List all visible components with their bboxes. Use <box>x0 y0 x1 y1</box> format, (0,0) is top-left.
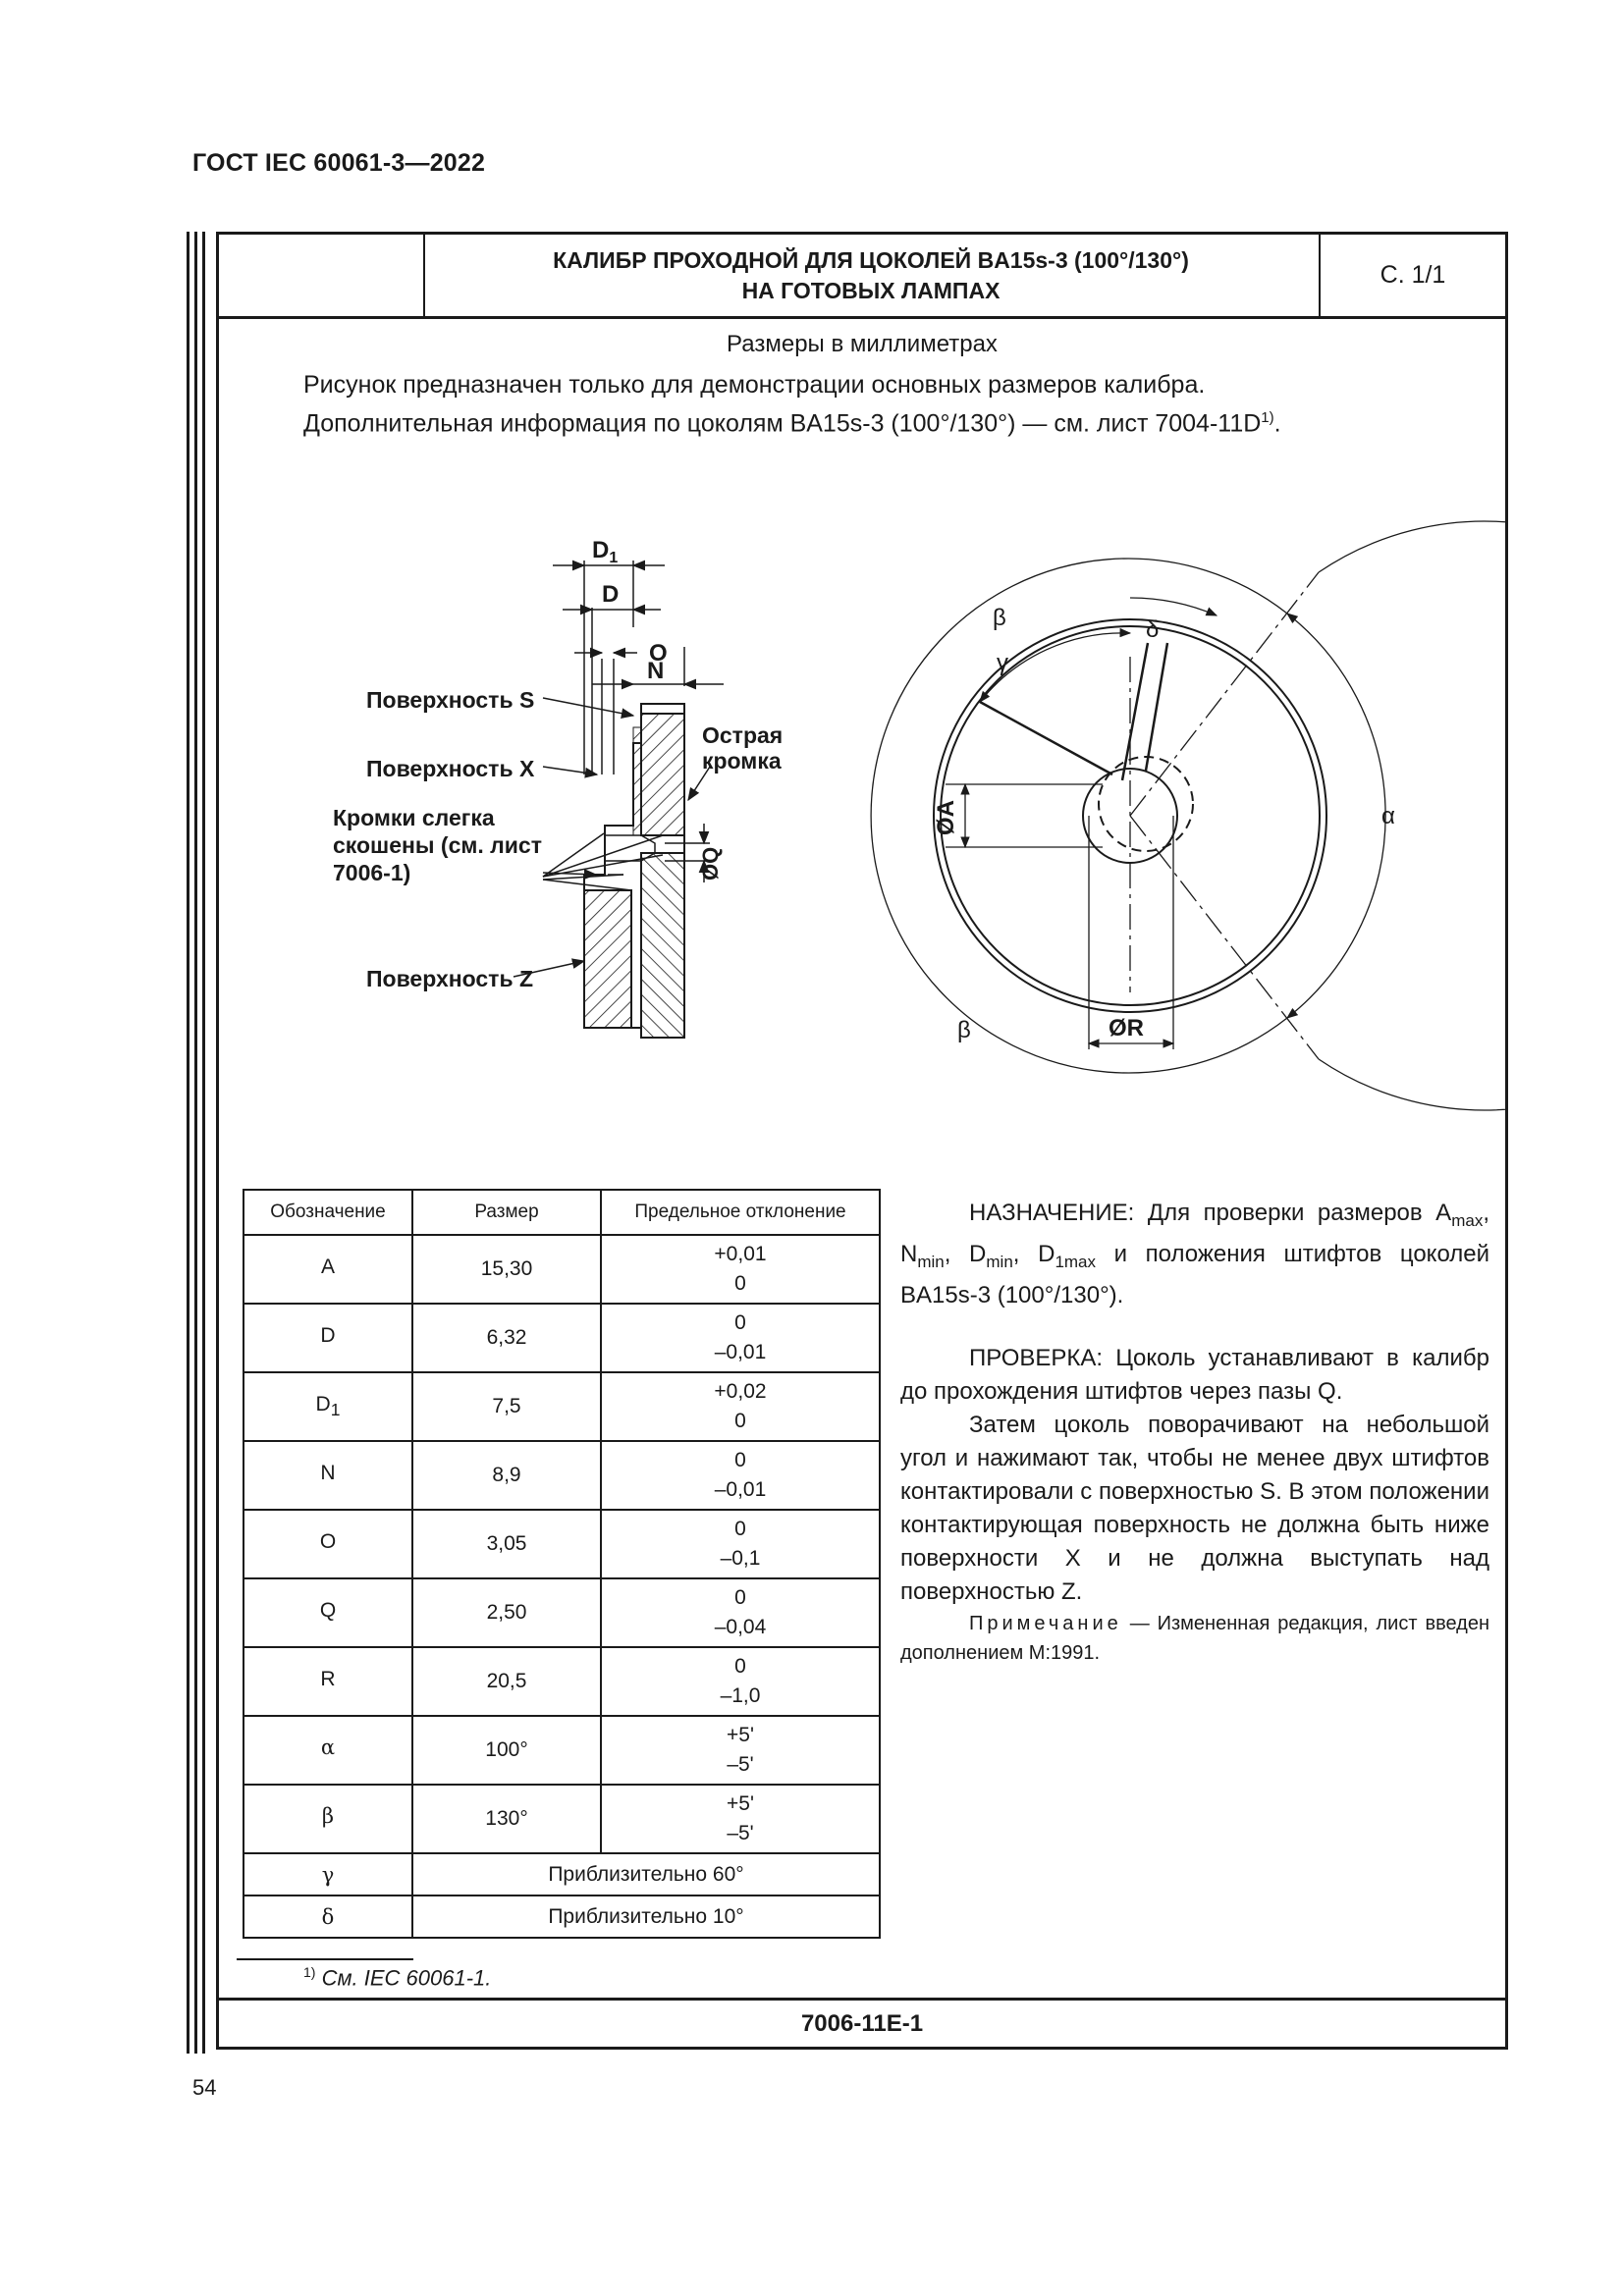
size-cell: 20,5 <box>412 1647 601 1716</box>
size-cell: 3,05 <box>412 1510 601 1578</box>
designation-cell: γ <box>243 1853 412 1896</box>
label-alpha: α <box>1381 803 1395 829</box>
table-header-row <box>243 1190 880 1235</box>
label-Q: ØQ <box>698 846 723 881</box>
sheet-title-line-1: КАЛИБР ПРОХОДНОЙ ДЛЯ ЦОКОЛЕЙ BA15s-3 (100°/130°) <box>553 246 1189 273</box>
standard-designation: ГОСТ IEC 60061-3—2022 <box>192 149 486 177</box>
intro-line-2: Дополнительная информация по цоколям BA15s-3 (100°/130°) — см. лист $7004-11D^{1)}$. <box>303 409 1281 438</box>
size-cell: 15,30 <box>412 1235 601 1304</box>
table-row <box>243 1510 880 1578</box>
binding-margin-lines <box>187 232 216 2054</box>
sheet-code: 7006-11E-1 <box>219 1998 1505 2047</box>
intro-text <box>303 368 1281 440</box>
table-row <box>243 1853 880 1896</box>
label-sharp-edge-1: Острая <box>702 722 784 748</box>
table-row <box>243 1896 880 1938</box>
sheet-index: С. 1/1 <box>1319 235 1505 316</box>
table-row <box>243 1647 880 1716</box>
tolerance-cell: 0 –0,04 <box>601 1578 880 1647</box>
tolerance-cell: 0 –0,01 <box>601 1304 880 1372</box>
designation-cell: α <box>243 1716 412 1785</box>
label-chamfer-2: скошены (см. лист <box>333 832 542 858</box>
tolerance-cell: 0 –0,1 <box>601 1510 880 1578</box>
size-cell: 7,5 <box>412 1372 601 1441</box>
intro-line-1: Рисунок предназначен только для демонстрации основных размеров калибра. <box>303 371 1206 399</box>
label-O: O <box>649 640 668 667</box>
table-row <box>243 1716 880 1785</box>
tolerance-cell: +5' –5' <box>601 1716 880 1785</box>
description-text <box>900 1197 1489 1668</box>
cross-section-view <box>514 561 724 1038</box>
table-row <box>243 1578 880 1647</box>
label-surface-X: Поверхность X <box>366 756 535 781</box>
designation-cell: O <box>243 1510 412 1578</box>
label-beta-bottom: β <box>957 1017 971 1043</box>
approx-value-cell: Приблизительно 60° <box>412 1853 880 1896</box>
column-header: Обозначение <box>243 1190 412 1235</box>
label-chamfer-1: Кромки слегка <box>333 805 495 830</box>
size-cell: 130° <box>412 1785 601 1853</box>
check-paragraph-2: Затем цоколь поворачивают на небольшой угол и нажимают так, чтобы не менее двух штифтов контактировали с поверхностью S. В этом положении контактирующая поверхность не должна быть ниже поверхности X и не должна выступать над поверхностью Z. <box>900 1411 1489 1605</box>
sheet-title <box>423 235 1319 316</box>
table-row <box>243 1785 880 1853</box>
designation-cell: R <box>243 1647 412 1716</box>
designation-cell: N <box>243 1441 412 1510</box>
footnote-ref: 1) <box>1261 409 1274 426</box>
designation-cell: $D_1$ <box>243 1372 412 1441</box>
tolerance-cell: +5' –5' <box>601 1785 880 1853</box>
tolerance-cell: +0,02 0 <box>601 1372 880 1441</box>
label-surface-S: Поверхность S <box>366 687 535 713</box>
size-cell: 100° <box>412 1716 601 1785</box>
designation-cell: β <box>243 1785 412 1853</box>
size-cell: 2,50 <box>412 1578 601 1647</box>
table-row <box>243 1441 880 1510</box>
label-beta-top: β <box>993 605 1006 631</box>
size-cell: 6,32 <box>412 1304 601 1372</box>
designation-cell: δ <box>243 1896 412 1938</box>
approx-value-cell: Приблизительно 10° <box>412 1896 880 1938</box>
gauge-drawing <box>219 451 1505 1177</box>
tolerance-cell: 0 –0,01 <box>601 1441 880 1510</box>
footnote-divider <box>237 1958 413 1960</box>
footnote: $^{1)}$ См. IEC 60061-1. <box>303 1964 492 1991</box>
beta-arc <box>1319 521 1505 1110</box>
title-block <box>219 235 1505 319</box>
label-chamfer-3: 7006-1) <box>333 860 411 885</box>
label-R: ØR <box>1109 1015 1144 1041</box>
sheet-title-line-2: НА ГОТОВЫХ ЛАМПАХ <box>741 277 1001 303</box>
size-cell: 8,9 <box>412 1441 601 1510</box>
note-paragraph: Примечание — Измененная редакция, лист введен дополнением М:1991. <box>900 1612 1489 1664</box>
units-note: Размеры в миллиметрах <box>727 331 998 357</box>
tolerance-cell: 0 –1,0 <box>601 1647 880 1716</box>
title-block-blank-cell <box>219 235 425 316</box>
table-row <box>243 1372 880 1441</box>
sheet-frame <box>216 232 1508 2050</box>
check-paragraph-1: ПРОВЕРКА: Цоколь устанавливают в калибр до прохождения штифтов через пазы Q. <box>900 1344 1489 1405</box>
designation-cell: Q <box>243 1578 412 1647</box>
designation-cell: A <box>243 1235 412 1304</box>
tolerance-cell: +0,01 0 <box>601 1235 880 1304</box>
label-D: D <box>602 581 620 608</box>
column-header: Предельное отклонение <box>601 1190 880 1235</box>
table-row <box>243 1304 880 1372</box>
column-header: Размер <box>412 1190 601 1235</box>
label-A: ØA <box>933 800 959 835</box>
label-sharp-edge-2: кромка <box>702 748 782 774</box>
label-delta: δ <box>1146 616 1160 643</box>
label-surface-Z: Поверхность Z <box>366 966 534 991</box>
designation-cell: D <box>243 1304 412 1372</box>
page-number: 54 <box>192 2075 217 2100</box>
table-row <box>243 1235 880 1304</box>
purpose-paragraph: НАЗНАЧЕНИЕ: Для проверки размеров $A_{max}$, $N_{min}$, $D_{min}$, $D_{1max}$ и положения штифтов цоколей BA15s-3 (100°/130°). <box>900 1200 1490 1308</box>
label-gamma: γ <box>997 650 1008 676</box>
cross-section-labels <box>333 537 783 991</box>
dimensions-table <box>243 1189 881 1939</box>
label-N: N <box>647 658 665 684</box>
label-D1: $D_1$ <box>592 537 619 566</box>
